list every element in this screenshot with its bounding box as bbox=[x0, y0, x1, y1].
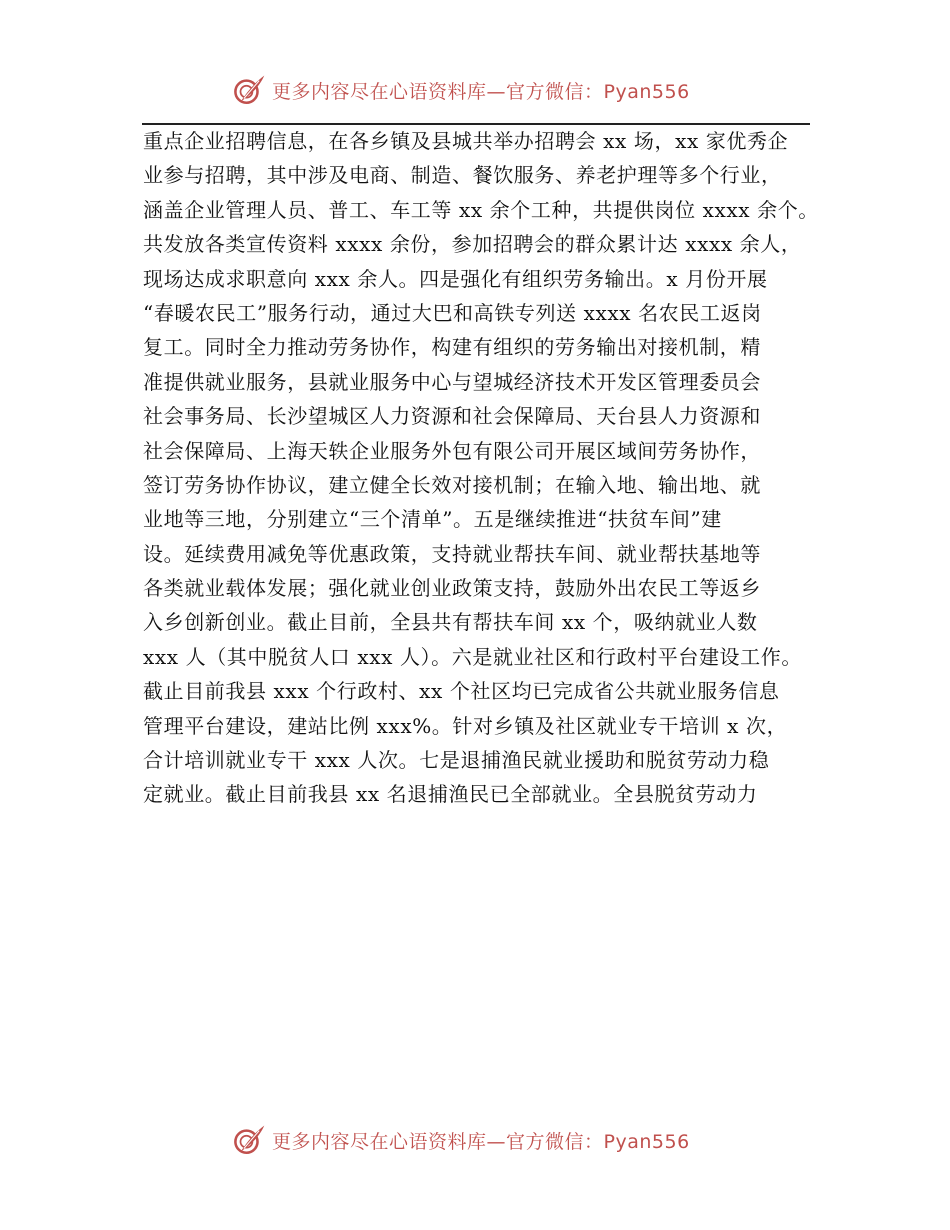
text-line: 涵盖企业管理人员、普工、车工等 xx 余个工种，共提供岗位 xxxx 余个。 bbox=[143, 197, 819, 222]
header-banner-text: 更多内容尽在心语资料库—官方微信：Pyan556 bbox=[272, 80, 690, 103]
text-line: 业地等三地，分别建立“三个清单”。五是继续推进“扶贫车间”建 bbox=[143, 507, 722, 532]
text-line: 现场达成求职意向 xxx 余人。四是强化有组织劳务输出。x 月份开展 bbox=[143, 266, 768, 291]
feather-seal-logo-icon bbox=[232, 73, 266, 107]
text-line: 社会保障局、上海天轶企业服务外包有限公司开展区域间劳务协作， bbox=[143, 438, 761, 463]
text-line: 合计培训就业专干 xxx 人次。七是退捕渔民就业援助和脱贫劳动力稳 bbox=[143, 748, 770, 773]
text-line: 设。延续费用减免等优惠政策，支持就业帮扶车间、就业帮扶基地等 bbox=[143, 541, 761, 566]
text-line: 截止目前我县 xxx 个行政村、xx 个社区均已完成省公共就业服务信息 bbox=[143, 679, 780, 704]
text-line: 社会事务局、长沙望城区人力资源和社会保障局、天台县人力资源和 bbox=[143, 404, 761, 429]
text-line: xxx 人（其中脱贫人口 xxx 人）。六是就业社区和行政村平台建设工作。 bbox=[143, 644, 802, 669]
text-line: 各类就业载体发展；强化就业创业政策支持，鼓励外出农民工等返乡 bbox=[143, 576, 761, 601]
header-banner bbox=[0, 70, 950, 110]
text-line: 共发放各类宣传资料 xxxx 余份，参加招聘会的群众累计达 xxxx 余人， bbox=[143, 232, 802, 257]
text-line: 定就业。截止目前我县 xx 名退捕渔民已全部就业。全县脱贫劳动力 bbox=[143, 782, 758, 807]
text-line: 签订劳务协作协议，建立健全长效对接机制；在输入地、输出地、就 bbox=[143, 472, 761, 497]
footer-banner-text: 更多内容尽在心语资料库—官方微信：Pyan556 bbox=[272, 1130, 690, 1153]
text-line: 管理平台建设，建站比例 xxx%。针对乡镇及社区就业专干培训 x 次， bbox=[143, 713, 788, 738]
text-line: 业参与招聘，其中涉及电商、制造、餐饮服务、养老护理等多个行业， bbox=[143, 163, 782, 188]
footer-banner bbox=[0, 1120, 950, 1160]
text-line: 入乡创新创业。截止目前，全县共有帮扶车间 xx 个，吸纳就业人数 bbox=[143, 610, 758, 635]
document-body bbox=[143, 124, 833, 812]
text-line: 复工。同时全力推动劳务协作，构建有组织的劳务输出对接机制，精 bbox=[143, 335, 761, 360]
feather-seal-logo-icon bbox=[232, 1123, 266, 1157]
text-line: 准提供就业服务，县就业服务中心与望城经济技术开发区管理委员会 bbox=[143, 369, 761, 394]
text-line: “春暖农民工”服务行动，通过大巴和高铁专列送 xxxx 名农民工返岗 bbox=[143, 300, 762, 325]
text-line: 重点企业招聘信息，在各乡镇及县城共举办招聘会 xx 场，xx 家优秀企 bbox=[143, 129, 789, 153]
